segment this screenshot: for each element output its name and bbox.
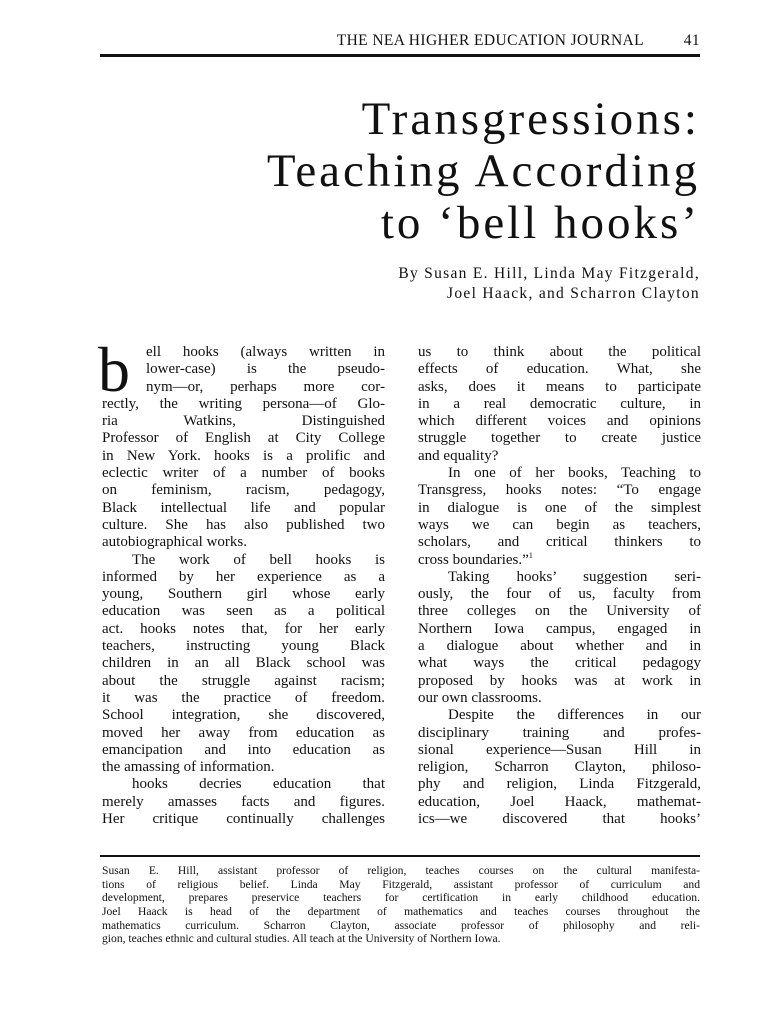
text-line: School integration, she discovered, [102, 707, 385, 724]
title-line: Transgressions: [361, 93, 700, 145]
text-line: our own classrooms. [418, 689, 542, 706]
text-line: informed by her experience as a [102, 568, 385, 585]
text-line: it was the practice of freedom. [102, 689, 385, 706]
title-line: to ‘bell hooks’ [380, 197, 700, 249]
text-line: Black intellectual life and popular [102, 499, 385, 516]
byline-line: By Susan E. Hill, Linda May Fitzgerald, [398, 265, 700, 282]
footnote-line: mathematics curriculum. Scharron Clayton, associate professor of philosophy and reli- [102, 918, 700, 932]
text-line: merely amasses facts and figures. [102, 793, 385, 810]
text-line: culture. She has also published two [102, 516, 385, 533]
text-line: a dialogue about whether and in [418, 638, 701, 655]
left-column [98, 334, 385, 828]
text-line: Her critique continually challenges [102, 811, 385, 828]
text-line: three colleges on the University of [418, 603, 701, 620]
text-line: In one of her books, Teaching to [448, 465, 701, 482]
text-line: Despite the differences in our [448, 707, 701, 724]
text-line: about the struggle against racism; [102, 672, 385, 689]
text-line: nym—or, perhaps more cor- [146, 378, 385, 395]
text-line: lower-case) is the pseudo- [146, 361, 385, 378]
text-line: young, Southern girl whose early [102, 586, 385, 603]
right-column [418, 344, 701, 828]
text-line: us to think about the political [418, 344, 701, 360]
text-line: on feminism, racism, pedagogy, [102, 482, 385, 499]
text-line: phy and religion, Linda Fitzgerald, [418, 776, 701, 793]
text-line [418, 552, 701, 569]
footnote-line: tions of religious belief. Linda May Fitzgerald, assistant professor of curriculum and [102, 877, 700, 891]
text-line: effects of education. What, she [418, 361, 701, 378]
text-line: The work of bell hooks is [132, 551, 385, 568]
footnote-line: Susan E. Hill, assistant professor of religion, teaches courses on the cultural manifesta- [102, 864, 700, 877]
text-line: ways we can begin as teachers, [418, 516, 701, 533]
text-line: Northern Iowa campus, engaged in [418, 620, 701, 637]
footnote-line: Joel Haack is head of the department of mathematics and teaches courses throughout the [102, 905, 700, 919]
text-line: in New York. hooks is a prolific and [102, 447, 385, 464]
text-line: ria Watkins, Distinguished [102, 413, 385, 430]
text-line: proposed by hooks was at work in [418, 672, 701, 689]
footnote-line: gion, teaches ethnic and cultural studies. All teach at the University of Northern Iowa. [102, 932, 501, 946]
byline [100, 264, 700, 304]
text-line: religion, Scharron Clayton, philoso- [418, 759, 701, 776]
text-line: autobiographical works. [102, 534, 247, 551]
text-line: Professor of English at City College [102, 430, 385, 447]
text-line: in dialogue is one of the simplest [418, 499, 701, 516]
quote-end-text: cross boundaries.” [418, 551, 529, 568]
journal-name: THE NEA HIGHER EDUCATION JOURNAL [336, 32, 644, 49]
text-line: Transgress, hooks notes: “To engage [418, 482, 701, 499]
footnote-marker: 1 [528, 551, 533, 560]
text-line: ously, the four of us, faculty from [418, 586, 701, 603]
text-line: hooks decries education that [132, 776, 385, 793]
text-line: struggle together to create justice [418, 430, 701, 447]
text-line: act. hooks notes that, for her early [102, 620, 385, 637]
text-line: ell hooks (always written in [146, 344, 385, 360]
text-line: emancipation and into education as [102, 741, 385, 758]
text-line: and equality? [418, 447, 499, 464]
text-line: ics—we discovered that hooks’ [418, 811, 701, 828]
text-line: education, Joel Haack, mathemat- [418, 793, 701, 810]
text-line: in a real democratic culture, in [418, 395, 701, 412]
drop-cap: b [98, 334, 130, 405]
text-line: children in an all Black school was [102, 655, 385, 672]
text-line: the amassing of information. [102, 759, 275, 776]
text-line: sional experience—Susan Hill in [418, 741, 701, 758]
text-line: scholars, and critical thinkers to [418, 534, 701, 551]
article-title [100, 93, 700, 249]
footnote-line: development, prepares preservice teachers for certification in early childhood education. [102, 891, 700, 905]
text-line: teachers, instructing young Black [102, 638, 385, 655]
text-line: asks, does it means to participate [418, 378, 701, 395]
text-line: moved her away from education as [102, 724, 385, 741]
text-line: disciplinary training and profes- [418, 724, 701, 741]
text-line: education was seen as a political [102, 603, 385, 620]
text-line: what ways the critical pedagogy [418, 655, 701, 672]
footnote-rule [100, 855, 700, 857]
title-line: Teaching According [266, 145, 700, 197]
text-line: which different voices and opinions [418, 413, 701, 430]
header-rule [100, 54, 700, 57]
text-line: Taking hooks’ suggestion seri- [448, 568, 701, 585]
text-line: eclectic writer of a number of books [102, 465, 385, 482]
byline-line: Joel Haack, and Scharron Clayton [447, 285, 700, 302]
text-line: rectly, the writing persona—of Glo- [102, 395, 385, 412]
page-number: 41 [683, 32, 700, 49]
author-footnote [102, 864, 700, 946]
